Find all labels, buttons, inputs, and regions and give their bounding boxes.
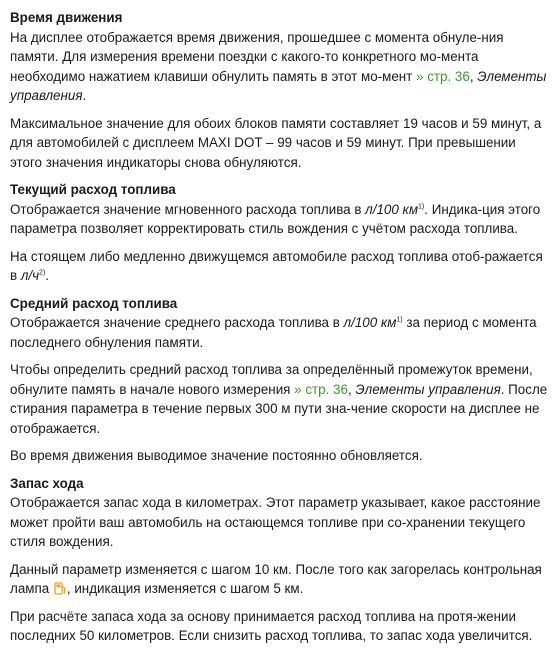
paragraph: Максимальное значение для обоих блоков памяти составляет 19 часов и 59 минут, а для автомобилей с дисплеем MAXI DOT – 99 часов и 59 минут. При превышении этого значения индикаторы снова обнуляются. — [10, 115, 542, 170]
paragraph: Во время движения выводимое значение постоянно обновляется. — [10, 448, 423, 463]
paragraph — [10, 313, 548, 352]
text-run: Чтобы определить средний расход топлива за определённый промежуток времени, обнулите память в начале нового измерения — [10, 362, 533, 397]
paragraph — [10, 28, 548, 106]
text-run: На дисплее отображается время движения, прошедшее с момента обнуле-ния памяти. Для измерения времени поездки с какого-то конкретного мо-мента необходимо нажатием клавиши обнулить память в этот мо-мент — [10, 29, 504, 84]
unit: л/ч — [20, 268, 40, 283]
text-run: за период с момента последнего обнуления памяти. — [10, 315, 537, 350]
text-run: Данный параметр изменяется с шагом 10 км. После того как загорелась контрольная лампа — [10, 561, 542, 596]
section-travel-time — [10, 8, 548, 172]
text-run: . — [82, 88, 87, 103]
paragraph — [10, 560, 548, 599]
reference-title: Элементы управления — [10, 68, 547, 103]
text-run: Отображается значение среднего расхода топлива в — [10, 315, 344, 330]
text-run: , — [347, 381, 356, 397]
footnote-marker: 2) — [39, 269, 46, 277]
section-heading: Запас хода — [10, 475, 84, 491]
text-run: , индикация изменяется с шагом 5 км. — [66, 581, 304, 596]
text-run: На стоящем либо медленно движущемся автомобиле расход топлива отоб-ражается в — [10, 248, 543, 283]
section-average-consumption — [10, 294, 548, 466]
text-run: , — [469, 68, 478, 84]
section-range — [10, 474, 548, 646]
section-current-consumption — [10, 180, 548, 286]
paragraph: При расчёте запаса хода за основу принимается расход топлива на протя-жении последних 50 километров. Если снизить расход топлива, то запас хода увеличится. — [10, 608, 533, 643]
footnote-marker: 1) — [396, 316, 403, 324]
text-run: . — [45, 268, 50, 283]
text-run: . Индика-ция этого параметра позволяет корректировать стиль вождения с учётом расхода топлива. — [10, 201, 541, 236]
page-reference-link[interactable]: » стр. 36 — [294, 381, 348, 397]
paragraph: Отображается запас хода в километрах. Этот параметр указывает, какое расстояние может пройти ваш автомобиль на остающемся топливе при со-хранении текущего стиля вождения. — [10, 495, 541, 549]
text-run: Отображается значение мгновенного расхода топлива в — [10, 201, 366, 217]
paragraph — [10, 360, 548, 438]
paragraph — [10, 247, 548, 286]
unit: л/100 км — [365, 201, 419, 217]
page-reference-link[interactable]: » стр. 36 — [416, 68, 470, 84]
section-heading: Текущий расход топлива — [10, 182, 176, 197]
reference-title: Элементы управления — [355, 381, 501, 397]
fuel-warning-lamp-icon — [54, 581, 66, 595]
section-heading: Средний расход топлива — [10, 295, 178, 311]
text-run: . После стирания параметра в течение первых 300 м пути зна-чение скорости на дисплее не отображается. — [10, 381, 548, 436]
section-heading: Время движения — [10, 10, 123, 25]
paragraph — [10, 200, 548, 239]
unit: л/100 км — [343, 315, 397, 330]
footnote-marker: 1) — [418, 203, 425, 211]
